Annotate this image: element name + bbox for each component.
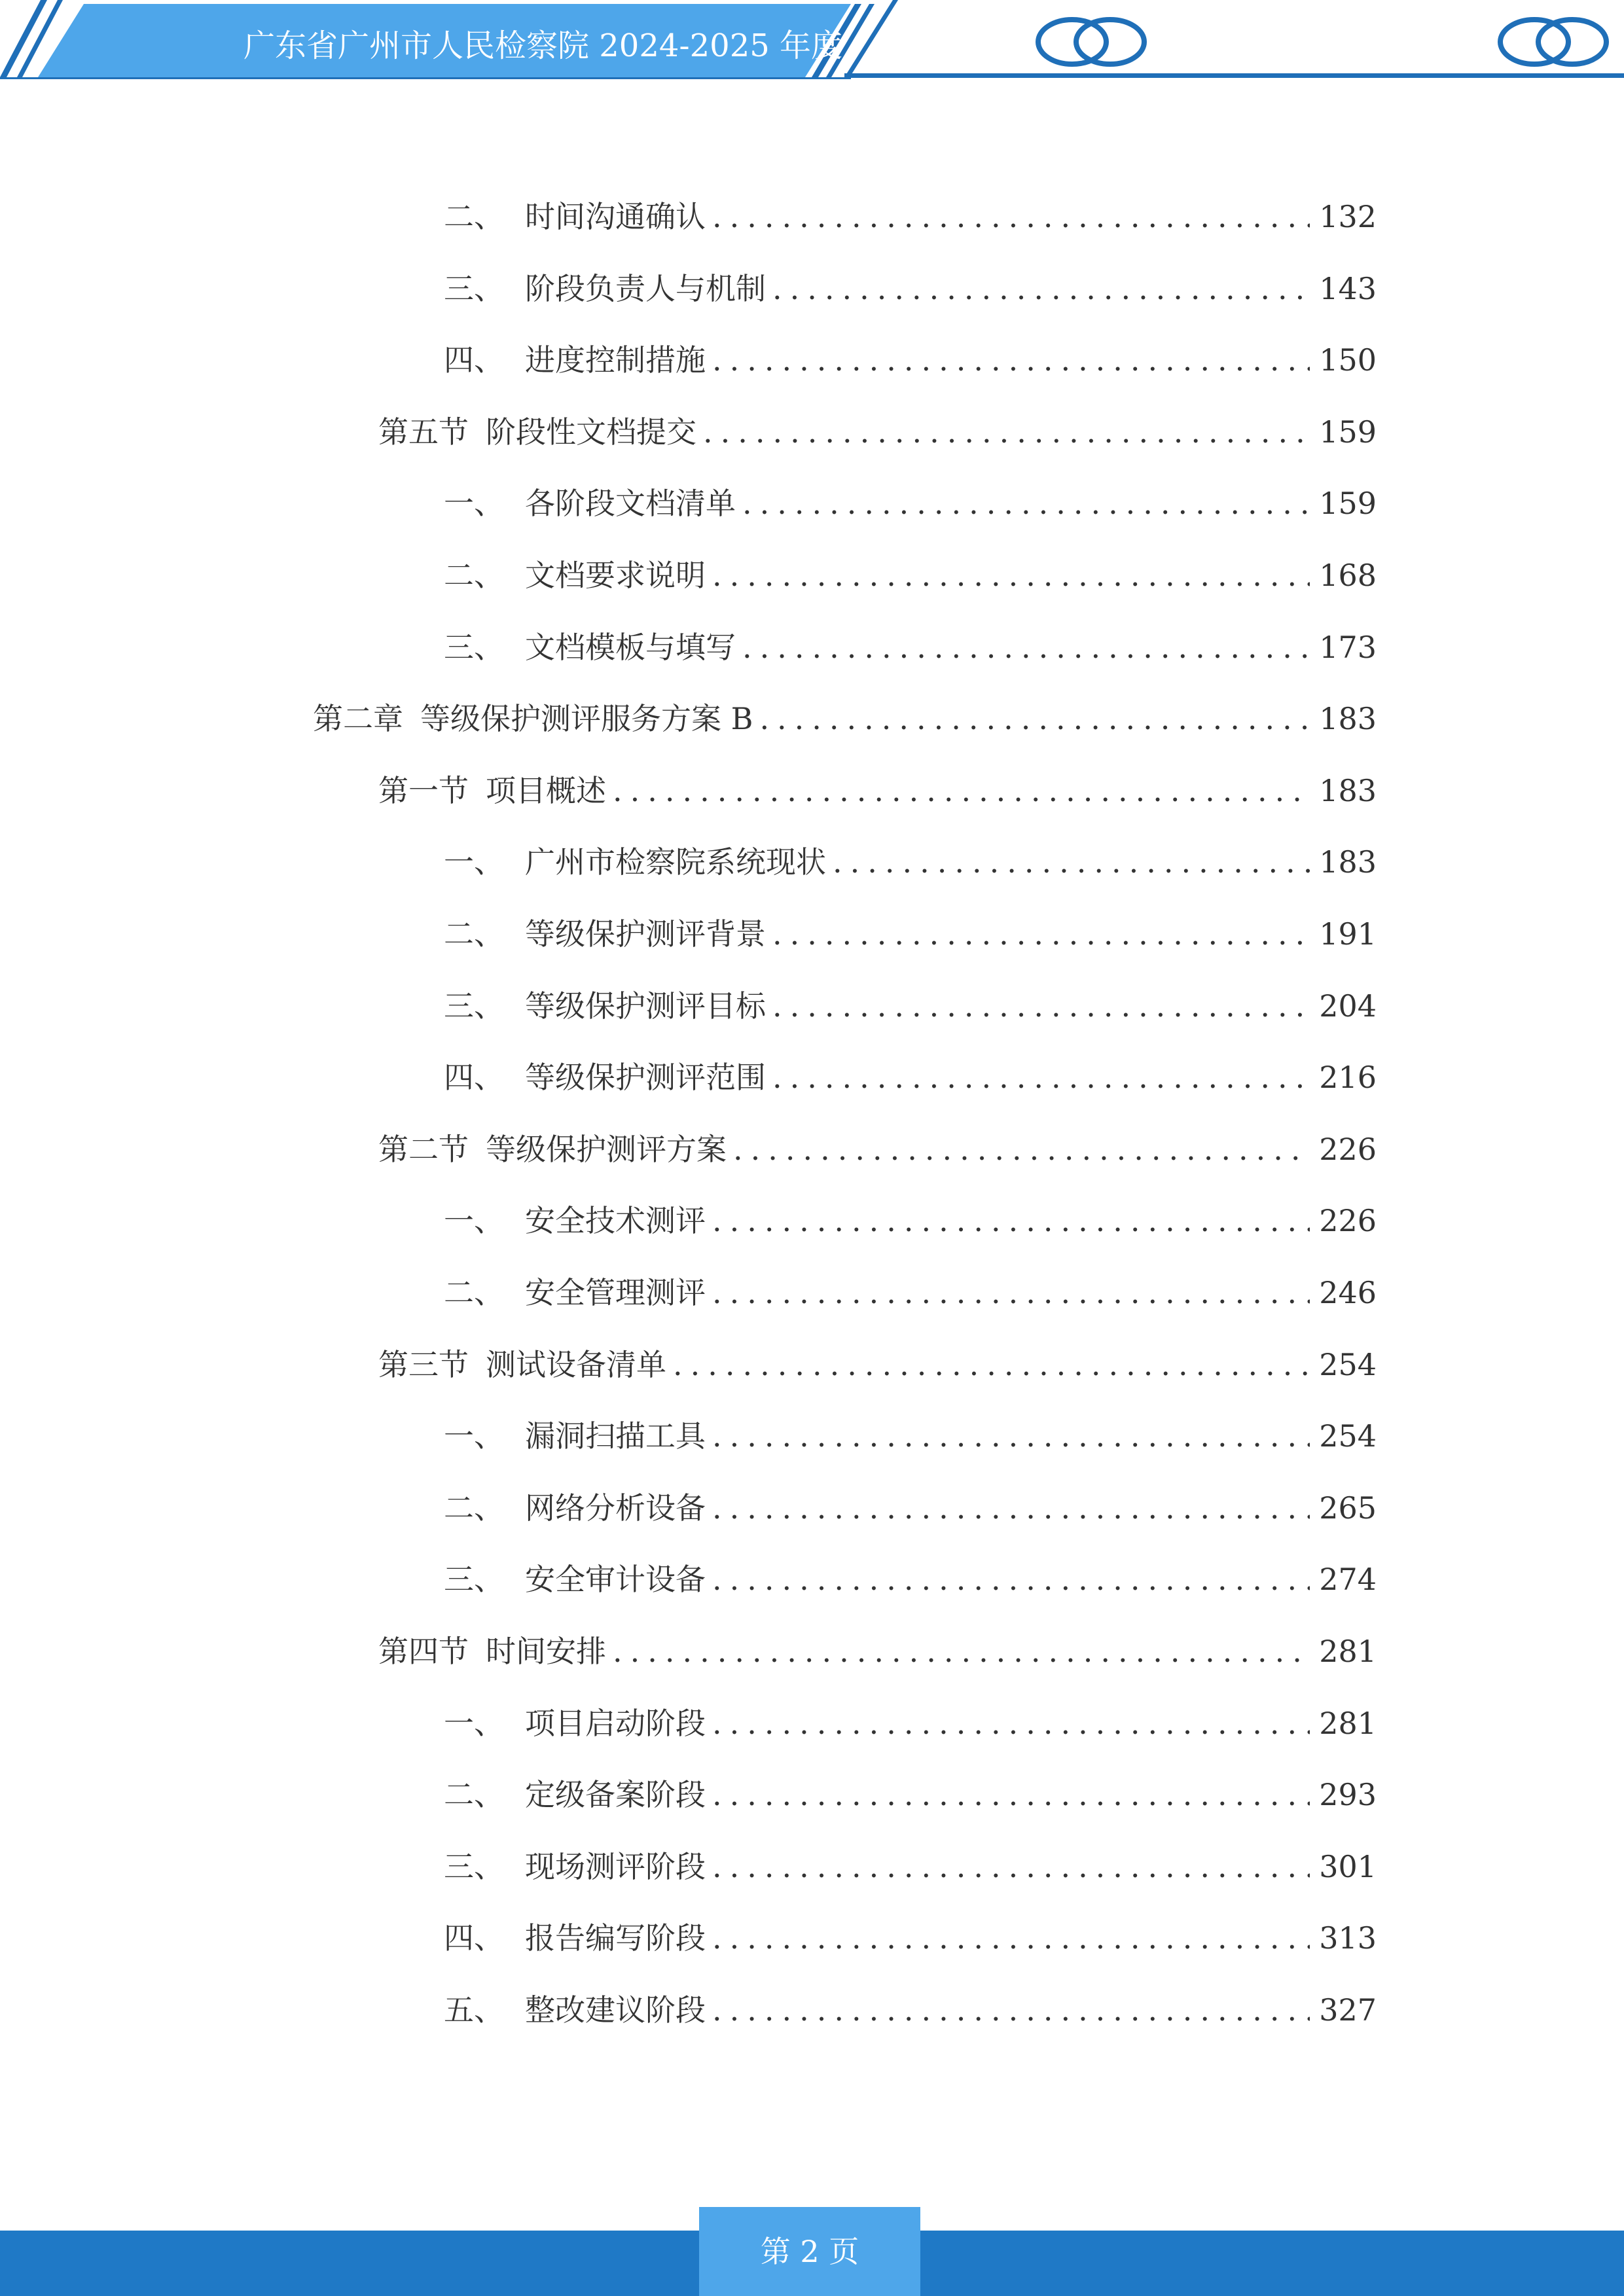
toc-entry-title: 时间安排 bbox=[486, 1634, 606, 1669]
toc-entry-title: 定级备案阶段 bbox=[525, 1777, 706, 1813]
toc-entry-number: 一、 bbox=[444, 486, 504, 522]
toc-entry-page: 281 bbox=[1319, 1705, 1377, 1741]
toc-entry[interactable] bbox=[444, 480, 1377, 526]
toc-entry-number: 一、 bbox=[444, 844, 504, 880]
toc-entry-title: 安全管理测评 bbox=[525, 1275, 706, 1310]
toc-entry[interactable] bbox=[444, 1556, 1377, 1602]
toc-entry[interactable] bbox=[444, 1485, 1377, 1531]
page-number: 第 2 页 bbox=[760, 2234, 859, 2269]
toc-entry-page: 254 bbox=[1319, 1346, 1377, 1382]
toc-entry-page: 274 bbox=[1319, 1562, 1377, 1598]
toc-leader-dots bbox=[703, 409, 1310, 455]
toc-entry-title: 各阶段文档清单 bbox=[525, 486, 736, 522]
toc-entry[interactable] bbox=[444, 1270, 1377, 1316]
toc-entry-number: 三、 bbox=[444, 270, 504, 306]
toc-leader-dots bbox=[712, 194, 1310, 240]
toc-entry[interactable] bbox=[444, 1054, 1377, 1100]
toc-entry-page: 183 bbox=[1319, 772, 1377, 808]
toc-entry-page: 226 bbox=[1319, 1131, 1377, 1167]
toc-entry-title: 整改建议阶段 bbox=[525, 1992, 706, 2028]
toc-leader-dots bbox=[712, 1700, 1310, 1746]
toc-entry-page: 246 bbox=[1319, 1275, 1377, 1310]
toc-entry-number: 四、 bbox=[444, 342, 504, 378]
toc-entry-page: 191 bbox=[1319, 916, 1377, 952]
toc-entry[interactable] bbox=[444, 1700, 1377, 1746]
toc-leader-dots bbox=[772, 266, 1310, 312]
toc-entry[interactable] bbox=[444, 337, 1377, 383]
toc-entry-number: 第二节 bbox=[378, 1131, 469, 1167]
toc-entry-title: 项目概述 bbox=[486, 772, 606, 808]
toc-entry-number: 二、 bbox=[444, 558, 504, 593]
toc-entry-page: 168 bbox=[1319, 558, 1377, 593]
toc-entry[interactable] bbox=[444, 194, 1377, 240]
toc-entry[interactable] bbox=[378, 1342, 1377, 1388]
toc-leader-dots bbox=[733, 1126, 1310, 1172]
toc-entry-number: 三、 bbox=[444, 988, 504, 1024]
toc-entry[interactable] bbox=[313, 696, 1377, 742]
toc-entry[interactable] bbox=[444, 983, 1377, 1029]
toc-entry-number: 二、 bbox=[444, 1275, 504, 1310]
toc-entry-title: 等级保护测评方案 bbox=[486, 1131, 727, 1167]
toc-entry-number: 一、 bbox=[444, 1418, 504, 1454]
toc-entry-title: 时间沟通确认 bbox=[525, 199, 706, 234]
toc-entry-number: 三、 bbox=[444, 1848, 504, 1884]
toc-leader-dots bbox=[712, 552, 1310, 598]
toc-entry-number: 第四节 bbox=[378, 1634, 469, 1669]
toc-entry-title: 等级保护测评范围 bbox=[525, 1060, 766, 1096]
toc-leader-dots bbox=[613, 768, 1310, 814]
toc-entry-title: 阶段性文档提交 bbox=[486, 414, 696, 450]
toc-entry-title: 安全审计设备 bbox=[525, 1562, 706, 1598]
toc-entry-title: 现场测评阶段 bbox=[525, 1848, 706, 1884]
toc-entry-number: 第一节 bbox=[378, 772, 469, 808]
toc-leader-dots bbox=[712, 1772, 1310, 1818]
toc-entry-number: 一、 bbox=[444, 1203, 504, 1239]
toc-entry-number: 二、 bbox=[444, 199, 504, 234]
toc-entry[interactable] bbox=[444, 1772, 1377, 1818]
toc-entry-page: 204 bbox=[1319, 988, 1377, 1024]
toc-entry-title: 进度控制措施 bbox=[525, 342, 706, 378]
toc-leader-dots bbox=[772, 1054, 1310, 1100]
toc-entry[interactable] bbox=[378, 1126, 1377, 1172]
rings-logo-icon bbox=[1032, 13, 1151, 71]
toc-entry-page: 183 bbox=[1319, 701, 1377, 737]
toc-entry-page: 173 bbox=[1319, 629, 1377, 665]
toc-entry-page: 150 bbox=[1319, 342, 1377, 378]
toc-leader-dots bbox=[759, 696, 1310, 742]
toc-entry-title: 报告编写阶段 bbox=[525, 1920, 706, 1956]
toc-leader-dots bbox=[772, 911, 1310, 957]
toc-entry-title: 等级保护测评目标 bbox=[525, 988, 766, 1024]
toc-entry-page: 226 bbox=[1319, 1203, 1377, 1239]
toc-entry-title: 广州市检察院系统现状 bbox=[525, 844, 826, 880]
toc-entry-page: 143 bbox=[1319, 270, 1377, 306]
toc-entry-number: 二、 bbox=[444, 916, 504, 952]
toc-entry[interactable] bbox=[378, 768, 1377, 814]
toc-leader-dots bbox=[712, 1485, 1310, 1531]
toc-entry-page: 301 bbox=[1319, 1848, 1377, 1884]
toc-entry-number: 三、 bbox=[444, 1562, 504, 1598]
toc-entry-number: 四、 bbox=[444, 1060, 504, 1096]
toc-entry-page: 216 bbox=[1319, 1060, 1377, 1096]
toc-entry[interactable] bbox=[444, 266, 1377, 312]
toc-entry-title: 阶段负责人与机制 bbox=[525, 270, 766, 306]
toc-leader-dots bbox=[712, 1198, 1310, 1244]
toc-entry-number: 二、 bbox=[444, 1777, 504, 1813]
toc-entry-number: 五、 bbox=[444, 1992, 504, 2028]
toc-entry-page: 132 bbox=[1319, 199, 1377, 234]
toc-entry-page: 293 bbox=[1319, 1777, 1377, 1813]
toc-leader-dots bbox=[673, 1342, 1310, 1388]
toc-entry-page: 265 bbox=[1319, 1490, 1377, 1526]
toc-entry-title: 文档模板与填写 bbox=[525, 629, 736, 665]
page-header bbox=[0, 0, 1624, 85]
toc-entry-title: 文档要求说明 bbox=[525, 558, 706, 593]
toc-entry-number: 第五节 bbox=[378, 414, 469, 450]
toc-leader-dots bbox=[613, 1628, 1310, 1674]
toc-leader-dots bbox=[833, 839, 1310, 885]
toc-leader-dots bbox=[712, 1556, 1310, 1602]
toc-entry[interactable] bbox=[444, 911, 1377, 957]
toc-entry-number: 第三节 bbox=[378, 1346, 469, 1382]
toc-leader-dots bbox=[742, 480, 1310, 526]
toc-entry[interactable] bbox=[444, 1987, 1377, 2033]
toc-leader-dots bbox=[742, 624, 1310, 670]
toc-entry-title: 项目启动阶段 bbox=[525, 1705, 706, 1741]
toc-entry-page: 281 bbox=[1319, 1634, 1377, 1669]
toc-entry-page: 313 bbox=[1319, 1920, 1377, 1956]
toc-entry-title: 网络分析设备 bbox=[525, 1490, 706, 1526]
toc-entry-title: 漏洞扫描工具 bbox=[525, 1418, 706, 1454]
toc-entry[interactable] bbox=[444, 624, 1377, 670]
toc-entry-number: 第二章 bbox=[313, 701, 403, 737]
toc-entry-number: 一、 bbox=[444, 1705, 504, 1741]
toc-entry-number: 四、 bbox=[444, 1920, 504, 1956]
toc-entry[interactable] bbox=[444, 1198, 1377, 1244]
toc-leader-dots bbox=[712, 1844, 1310, 1890]
toc-entry-page: 183 bbox=[1319, 844, 1377, 880]
toc-entry-page: 254 bbox=[1319, 1418, 1377, 1454]
toc-entry[interactable] bbox=[378, 409, 1377, 455]
toc-entry[interactable] bbox=[444, 1413, 1377, 1459]
rings-logo-icon bbox=[1494, 13, 1613, 71]
toc-entry-page: 159 bbox=[1319, 486, 1377, 522]
toc-entry-number: 二、 bbox=[444, 1490, 504, 1526]
toc-entry-number: 三、 bbox=[444, 629, 504, 665]
toc-entry[interactable] bbox=[444, 552, 1377, 598]
header-title: 广东省广州市人民检察院 2024-2025 年度 bbox=[244, 27, 843, 64]
toc-entry-page: 159 bbox=[1319, 414, 1377, 450]
toc-leader-dots bbox=[712, 1987, 1310, 2033]
toc-entry-title: 测试设备清单 bbox=[486, 1346, 666, 1382]
toc-leader-dots bbox=[712, 1413, 1310, 1459]
toc-leader-dots bbox=[772, 983, 1310, 1029]
toc-entry[interactable] bbox=[444, 839, 1377, 885]
toc-entry[interactable] bbox=[444, 1915, 1377, 1961]
toc-leader-dots bbox=[712, 337, 1310, 383]
toc-entry-title: 等级保护测评服务方案 B bbox=[420, 701, 753, 737]
toc-entry[interactable] bbox=[444, 1844, 1377, 1890]
toc-entry-title: 安全技术测评 bbox=[525, 1203, 706, 1239]
toc-leader-dots bbox=[712, 1915, 1310, 1961]
toc-entry-title: 等级保护测评背景 bbox=[525, 916, 766, 952]
toc-entry[interactable] bbox=[378, 1628, 1377, 1674]
toc-entry-page: 327 bbox=[1319, 1992, 1377, 2028]
toc-leader-dots bbox=[712, 1270, 1310, 1316]
